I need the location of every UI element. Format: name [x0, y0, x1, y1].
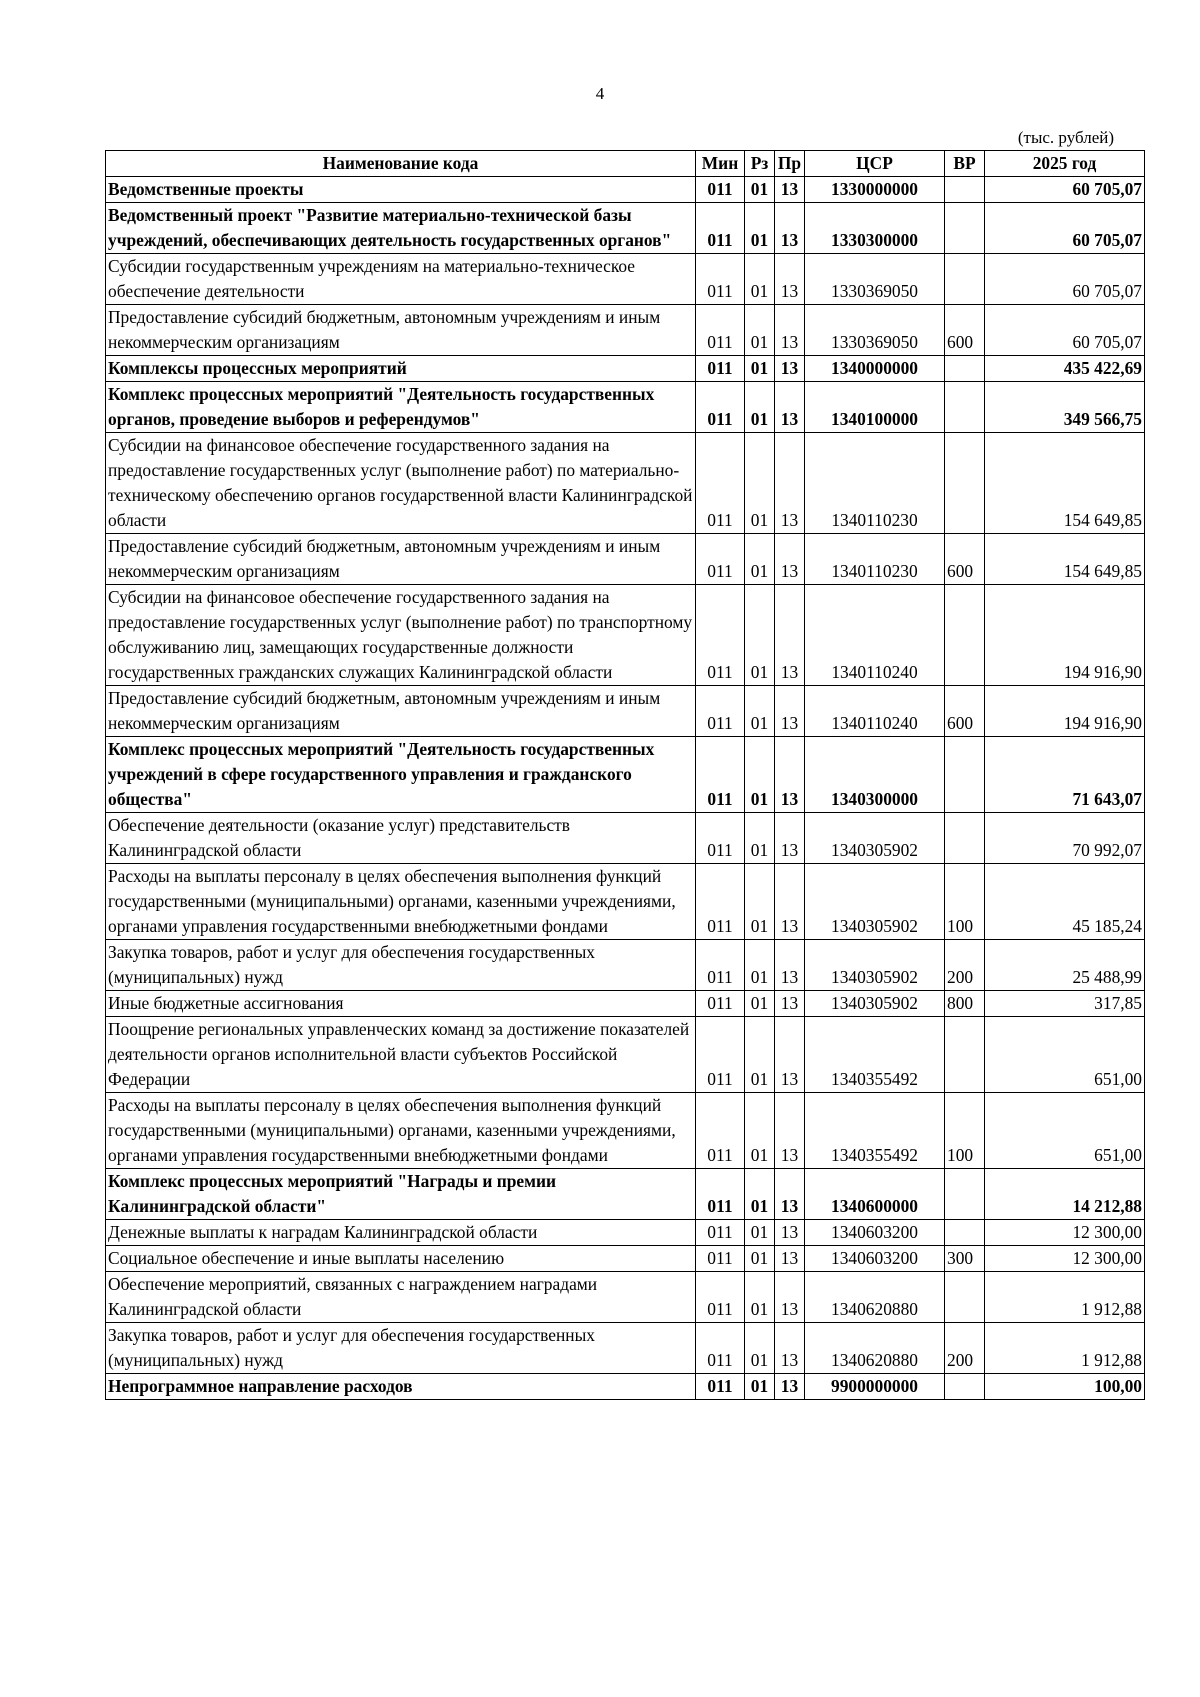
cell-rz: 01	[745, 1323, 775, 1374]
cell-csr: 1340305902	[805, 940, 945, 991]
cell-sum: 60 705,07	[985, 305, 1145, 356]
cell-vr: 800	[945, 991, 985, 1017]
cell-vr: 600	[945, 534, 985, 585]
cell-name: Предоставление субсидий бюджетным, автономным учреждениям и иным некоммерческим организациям	[106, 686, 696, 737]
cell-sum: 60 705,07	[985, 177, 1145, 203]
cell-name: Социальное обеспечение и иные выплаты населению	[106, 1246, 696, 1272]
table-row	[106, 254, 1145, 305]
table-row	[106, 1093, 1145, 1169]
cell-csr: 1330000000	[805, 177, 945, 203]
cell-vr: 200	[945, 940, 985, 991]
cell-pr: 13	[775, 686, 805, 737]
table-row	[106, 534, 1145, 585]
cell-rz: 01	[745, 177, 775, 203]
cell-vr	[945, 1272, 985, 1323]
cell-rz: 01	[745, 534, 775, 585]
cell-rz: 01	[745, 737, 775, 813]
table-row	[106, 940, 1145, 991]
cell-pr: 13	[775, 534, 805, 585]
cell-name: Ведомственный проект "Развитие материально-технической базы учреждений, обеспечивающих деятельность государственных органов"	[106, 203, 696, 254]
cell-vr: 100	[945, 864, 985, 940]
cell-vr	[945, 1169, 985, 1220]
table-row	[106, 305, 1145, 356]
cell-rz: 01	[745, 1272, 775, 1323]
cell-min: 011	[696, 991, 745, 1017]
cell-name: Иные бюджетные ассигнования	[106, 991, 696, 1017]
cell-vr: 600	[945, 686, 985, 737]
cell-csr: 1340620880	[805, 1272, 945, 1323]
cell-min: 011	[696, 1017, 745, 1093]
cell-sum: 317,85	[985, 991, 1145, 1017]
cell-rz: 01	[745, 433, 775, 534]
cell-pr: 13	[775, 1017, 805, 1093]
table-row	[106, 1272, 1145, 1323]
cell-min: 011	[696, 1374, 745, 1400]
cell-vr	[945, 585, 985, 686]
cell-csr: 1340355492	[805, 1093, 945, 1169]
cell-pr: 13	[775, 1374, 805, 1400]
cell-sum: 71 643,07	[985, 737, 1145, 813]
cell-pr: 13	[775, 203, 805, 254]
cell-sum: 60 705,07	[985, 203, 1145, 254]
cell-min: 011	[696, 203, 745, 254]
cell-rz: 01	[745, 686, 775, 737]
cell-rz: 01	[745, 864, 775, 940]
cell-vr	[945, 177, 985, 203]
cell-min: 011	[696, 254, 745, 305]
table-row	[106, 1323, 1145, 1374]
cell-pr: 13	[775, 991, 805, 1017]
cell-rz: 01	[745, 254, 775, 305]
table-row	[106, 1169, 1145, 1220]
cell-pr: 13	[775, 1323, 805, 1374]
cell-vr: 100	[945, 1093, 985, 1169]
cell-csr: 1340305902	[805, 864, 945, 940]
cell-rz: 01	[745, 585, 775, 686]
cell-pr: 13	[775, 585, 805, 686]
cell-pr: 13	[775, 737, 805, 813]
cell-min: 011	[696, 534, 745, 585]
cell-rz: 01	[745, 1017, 775, 1093]
cell-name: Обеспечение мероприятий, связанных с награждением наградами Калининградской области	[106, 1272, 696, 1323]
cell-rz: 01	[745, 382, 775, 433]
cell-csr: 1340110240	[805, 686, 945, 737]
cell-vr	[945, 203, 985, 254]
header-name: Наименование кода	[106, 151, 696, 177]
cell-csr: 1330369050	[805, 305, 945, 356]
cell-csr: 1340600000	[805, 1169, 945, 1220]
cell-sum: 1 912,88	[985, 1272, 1145, 1323]
cell-vr: 300	[945, 1246, 985, 1272]
cell-min: 011	[696, 737, 745, 813]
table-row	[106, 813, 1145, 864]
cell-sum: 349 566,75	[985, 382, 1145, 433]
table-row	[106, 433, 1145, 534]
cell-min: 011	[696, 686, 745, 737]
cell-sum: 70 992,07	[985, 813, 1145, 864]
cell-name: Субсидии на финансовое обеспечение государственного задания на предоставление государственных услуг (выполнение работ) по транспортному обслуживанию лиц, замещающих государственные должности государственных гражданских служащих Калининградской области	[106, 585, 696, 686]
cell-min: 011	[696, 177, 745, 203]
cell-sum: 651,00	[985, 1093, 1145, 1169]
table-row	[106, 585, 1145, 686]
cell-pr: 13	[775, 356, 805, 382]
cell-vr	[945, 254, 985, 305]
cell-name: Предоставление субсидий бюджетным, автономным учреждениям и иным некоммерческим организациям	[106, 305, 696, 356]
cell-vr	[945, 356, 985, 382]
cell-pr: 13	[775, 254, 805, 305]
cell-sum: 194 916,90	[985, 585, 1145, 686]
cell-csr: 1340100000	[805, 382, 945, 433]
cell-csr: 9900000000	[805, 1374, 945, 1400]
cell-name: Поощрение региональных управленческих команд за достижение показателей деятельности органов исполнительной власти субъектов Российской Федерации	[106, 1017, 696, 1093]
cell-name: Расходы на выплаты персоналу в целях обеспечения выполнения функций государственными (муниципальными) органами, казенными учреждениями, органами управления государственными внебюджетными фондами	[106, 1093, 696, 1169]
cell-pr: 13	[775, 940, 805, 991]
cell-vr	[945, 1017, 985, 1093]
cell-sum: 60 705,07	[985, 254, 1145, 305]
cell-pr: 13	[775, 1272, 805, 1323]
cell-name: Предоставление субсидий бюджетным, автономным учреждениям и иным некоммерческим организациям	[106, 534, 696, 585]
cell-sum: 25 488,99	[985, 940, 1145, 991]
cell-csr: 1340620880	[805, 1323, 945, 1374]
table-row	[106, 991, 1145, 1017]
cell-pr: 13	[775, 433, 805, 534]
cell-vr	[945, 1220, 985, 1246]
table-row	[106, 1246, 1145, 1272]
table-row	[106, 1220, 1145, 1246]
cell-rz: 01	[745, 991, 775, 1017]
cell-vr: 200	[945, 1323, 985, 1374]
cell-name: Комплексы процессных мероприятий	[106, 356, 696, 382]
table-row	[106, 1374, 1145, 1400]
cell-name: Комплекс процессных мероприятий "Деятельность государственных учреждений в сфере государственного управления и гражданского общества"	[106, 737, 696, 813]
cell-pr: 13	[775, 305, 805, 356]
cell-rz: 01	[745, 813, 775, 864]
cell-sum: 12 300,00	[985, 1246, 1145, 1272]
cell-min: 011	[696, 433, 745, 534]
cell-csr: 1340110230	[805, 433, 945, 534]
cell-sum: 154 649,85	[985, 433, 1145, 534]
cell-pr: 13	[775, 1246, 805, 1272]
cell-vr: 600	[945, 305, 985, 356]
cell-rz: 01	[745, 203, 775, 254]
cell-sum: 1 912,88	[985, 1323, 1145, 1374]
cell-pr: 13	[775, 813, 805, 864]
cell-min: 011	[696, 940, 745, 991]
header-sum: 2025 год	[985, 151, 1145, 177]
cell-csr: 1330300000	[805, 203, 945, 254]
cell-name: Комплекс процессных мероприятий "Деятельность государственных органов, проведение выборов и референдумов"	[106, 382, 696, 433]
cell-rz: 01	[745, 305, 775, 356]
cell-sum: 45 185,24	[985, 864, 1145, 940]
cell-rz: 01	[745, 1374, 775, 1400]
cell-vr	[945, 382, 985, 433]
cell-sum: 194 916,90	[985, 686, 1145, 737]
cell-csr: 1330369050	[805, 254, 945, 305]
table-row	[106, 382, 1145, 433]
cell-vr	[945, 737, 985, 813]
budget-table	[105, 150, 1145, 1400]
cell-csr: 1340603200	[805, 1220, 945, 1246]
cell-pr: 13	[775, 382, 805, 433]
cell-name: Денежные выплаты к наградам Калининградской области	[106, 1220, 696, 1246]
cell-min: 011	[696, 1169, 745, 1220]
cell-rz: 01	[745, 356, 775, 382]
cell-name: Закупка товаров, работ и услуг для обеспечения государственных (муниципальных) нужд	[106, 1323, 696, 1374]
cell-name: Комплекс процессных мероприятий "Награды и премии Калининградской области"	[106, 1169, 696, 1220]
cell-min: 011	[696, 356, 745, 382]
header-rz: Рз	[745, 151, 775, 177]
table-row	[106, 737, 1145, 813]
cell-pr: 13	[775, 1169, 805, 1220]
cell-csr: 1340305902	[805, 813, 945, 864]
cell-csr: 1340000000	[805, 356, 945, 382]
table-row	[106, 356, 1145, 382]
cell-min: 011	[696, 382, 745, 433]
cell-sum: 154 649,85	[985, 534, 1145, 585]
cell-sum: 435 422,69	[985, 356, 1145, 382]
cell-pr: 13	[775, 864, 805, 940]
cell-rz: 01	[745, 1220, 775, 1246]
cell-vr	[945, 1374, 985, 1400]
cell-pr: 13	[775, 1093, 805, 1169]
cell-name: Обеспечение деятельности (оказание услуг) представительств Калининградской области	[106, 813, 696, 864]
cell-sum: 651,00	[985, 1017, 1145, 1093]
cell-rz: 01	[745, 940, 775, 991]
header-pr: Пр	[775, 151, 805, 177]
cell-min: 011	[696, 1220, 745, 1246]
cell-name: Ведомственные проекты	[106, 177, 696, 203]
cell-min: 011	[696, 864, 745, 940]
table-body	[106, 177, 1145, 1400]
cell-min: 011	[696, 305, 745, 356]
cell-rz: 01	[745, 1093, 775, 1169]
cell-min: 011	[696, 1093, 745, 1169]
cell-vr	[945, 433, 985, 534]
cell-name: Субсидии на финансовое обеспечение государственного задания на предоставление государственных услуг (выполнение работ) по материально-техническому обеспечению органов государственной власти Калининградской области	[106, 433, 696, 534]
header-csr: ЦСР	[805, 151, 945, 177]
cell-sum: 100,00	[985, 1374, 1145, 1400]
table-row	[106, 686, 1145, 737]
cell-min: 011	[696, 813, 745, 864]
cell-pr: 13	[775, 1220, 805, 1246]
cell-csr: 1340305902	[805, 991, 945, 1017]
header-vr: ВР	[945, 151, 985, 177]
page-number: 4	[595, 84, 605, 103]
cell-sum: 12 300,00	[985, 1220, 1145, 1246]
units-label: (тыс. рублей)	[1017, 128, 1114, 147]
cell-csr: 1340110240	[805, 585, 945, 686]
cell-name: Субсидии государственным учреждениям на материально-техническое обеспечение деятельности	[106, 254, 696, 305]
table-row	[106, 1017, 1145, 1093]
table-row	[106, 203, 1145, 254]
cell-rz: 01	[745, 1246, 775, 1272]
cell-name: Расходы на выплаты персоналу в целях обеспечения выполнения функций государственными (муниципальными) органами, казенными учреждениями, органами управления государственными внебюджетными фондами	[106, 864, 696, 940]
cell-csr: 1340355492	[805, 1017, 945, 1093]
cell-vr	[945, 813, 985, 864]
table-row	[106, 864, 1145, 940]
cell-pr: 13	[775, 177, 805, 203]
cell-csr: 1340110230	[805, 534, 945, 585]
cell-min: 011	[696, 1272, 745, 1323]
cell-rz: 01	[745, 1169, 775, 1220]
cell-sum: 14 212,88	[985, 1169, 1145, 1220]
cell-min: 011	[696, 585, 745, 686]
cell-min: 011	[696, 1246, 745, 1272]
table-row	[106, 177, 1145, 203]
header-min: Мин	[696, 151, 745, 177]
cell-name: Закупка товаров, работ и услуг для обеспечения государственных (муниципальных) нужд	[106, 940, 696, 991]
table-header-row	[106, 151, 1145, 177]
cell-name: Непрограммное направление расходов	[106, 1374, 696, 1400]
cell-csr: 1340603200	[805, 1246, 945, 1272]
cell-csr: 1340300000	[805, 737, 945, 813]
cell-min: 011	[696, 1323, 745, 1374]
